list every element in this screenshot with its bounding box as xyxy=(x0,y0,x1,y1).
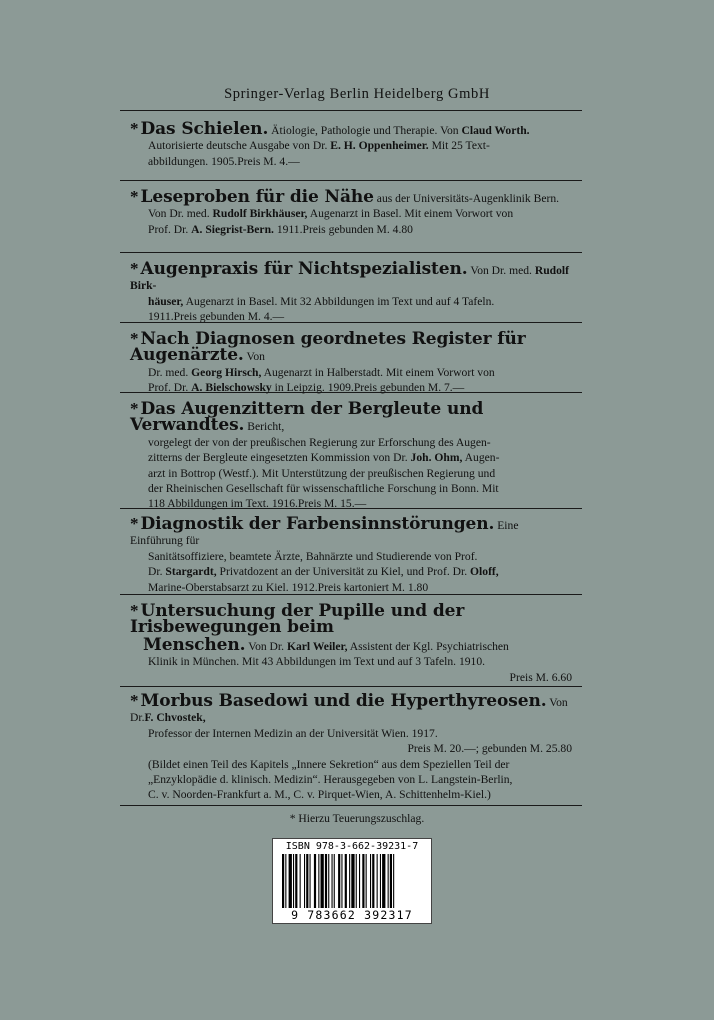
entry-text: Klinik in München. Mit 43 Abbildungen im Text und auf 3 Tafeln. 1910. xyxy=(148,655,486,669)
isbn-barcode xyxy=(272,838,432,924)
divider xyxy=(120,594,582,595)
star-mark: * xyxy=(130,601,139,620)
entry-text: Augenarzt in Basel. Mit 32 Abbildungen im Text und auf 4 Tafeln. xyxy=(185,294,495,308)
price: Preis kartoniert M. 1.80 xyxy=(317,580,429,594)
barcode-icon xyxy=(280,854,424,908)
divider xyxy=(120,805,582,806)
divider xyxy=(120,252,582,253)
entry-text: Von Dr. med. xyxy=(148,207,210,221)
author-name: A. Siegrist-Bern. xyxy=(191,222,274,236)
divider xyxy=(120,110,582,111)
price: Preis gebunden M. 7.— xyxy=(353,381,465,395)
entry-text: Professor der Internen Medizin an der Universität Wien. 1917. xyxy=(148,726,438,740)
price: Preis M. 6.60 xyxy=(509,670,572,684)
price: Preis M. 15.— xyxy=(297,497,367,511)
entry-text: der Rheinischen Gesellschaft für wissenschaftliche Forschung in Bonn. Mit xyxy=(148,482,499,496)
price: Preis gebunden M. 4.80 xyxy=(302,222,413,236)
entry-text: 1911. xyxy=(148,310,174,324)
star-mark: * xyxy=(130,329,139,348)
entry-text: Assistent der Kgl. Psychiatrischen xyxy=(349,639,509,653)
entry-text: Augen- xyxy=(464,451,500,465)
entry-text: Bericht, xyxy=(247,420,285,434)
author-name: Joh. Ohm, xyxy=(410,451,463,465)
isbn-label: ISBN 978-3-662-39231-7 xyxy=(285,841,419,852)
entry-text: Sanitätsoffiziere, beamtete Ärzte, Bahnärzte und Studierende von Prof. xyxy=(148,549,478,563)
author-name: Claud Worth. xyxy=(461,124,530,137)
entry-text: arzt in Bottrop (Westf.). Mit Unterstützung der preußischen Regierung und xyxy=(148,466,496,480)
divider xyxy=(120,322,582,323)
entry-text: Dr. xyxy=(148,565,163,579)
author-name: Oloff, xyxy=(470,565,499,579)
entry-text: Autorisierte deutsche Ausgabe von Dr. xyxy=(148,139,328,153)
entry-text: Augenarzt in Basel. Mit einem Vorwort von xyxy=(309,207,514,221)
author-name: E. H. Oppenheimer. xyxy=(330,139,429,153)
price: Preis gebunden M. 4.— xyxy=(173,310,285,324)
entry-text: Von xyxy=(246,350,265,364)
price: Preis M. 20.—; gebunden M. 25.80 xyxy=(407,742,572,756)
author-name: Rudolf Birkhäuser, xyxy=(212,207,308,221)
star-mark: * xyxy=(130,187,139,206)
author-name: F. Chvostek, xyxy=(144,711,206,725)
star-mark: * xyxy=(130,119,139,138)
book-title: Nach Diagnosen geordnetes Register für Augenärzte. xyxy=(130,329,526,366)
entry-text: vorgelegt der von der preußischen Regierung zur Erforschung des Augen- xyxy=(148,435,491,449)
entry-text: 118 Abbildungen im Text. 1916. xyxy=(148,497,298,511)
entry-text: Eine Einführung für xyxy=(130,519,519,548)
entry-text: Dr. med. xyxy=(148,365,189,379)
entry-text: Privatdozent an der Universität zu Kiel, und Prof. Dr. xyxy=(219,565,468,579)
publisher-name: Springer-Verlag Berlin Heidelberg GmbH xyxy=(224,86,490,102)
entry-text: aus der Universitäts-Augenklinik Bern. xyxy=(376,192,560,205)
entry-text: 1911. xyxy=(276,222,303,236)
book-title: Diagnostik der Farbensinnstörungen. xyxy=(140,514,495,534)
entry-text: in Leipzig. 1909. xyxy=(274,381,354,395)
footnote: * Hierzu Teuerungszuschlag. xyxy=(289,812,425,825)
book-entry xyxy=(130,401,572,512)
entry-text: Marine-Oberstabsarzt zu Kiel. 1912. xyxy=(148,580,318,594)
author-name: Stargardt, xyxy=(165,565,217,579)
star-mark: * xyxy=(130,691,139,710)
note-text: (Bildet einen Teil des Kapitels „Innere Sekretion“ aus dem Speziellen Teil der xyxy=(148,757,510,771)
entry-text: Von Dr. med. xyxy=(470,264,532,277)
book-title: Leseproben für die Nähe xyxy=(140,187,374,207)
book-title: Untersuchung der Pupille und der Irisbewegungen beim xyxy=(130,601,465,638)
entry-text: Von Dr. xyxy=(130,696,568,725)
entry-text: abbildungen. 1905. xyxy=(148,154,238,168)
divider xyxy=(120,180,582,181)
author-name: Karl Weiler, xyxy=(286,639,348,653)
divider xyxy=(120,686,582,687)
price: Preis M. 4.— xyxy=(237,154,300,168)
book-entry xyxy=(130,331,572,396)
book-entry xyxy=(130,603,572,685)
book-title: Das Schielen. xyxy=(140,119,269,139)
author-name: Georg Hirsch, xyxy=(191,365,262,379)
entry-text: Mit 25 Text- xyxy=(431,139,490,153)
star-mark: * xyxy=(130,514,139,533)
author-name: Rudolf Birk- xyxy=(130,264,569,293)
book-entry xyxy=(130,189,572,237)
book-entry xyxy=(130,121,572,169)
book-title: Morbus Basedowi und die Hyperthyreosen. xyxy=(140,691,547,711)
entry-text: Von Dr. xyxy=(248,639,285,653)
divider xyxy=(120,508,582,509)
book-title-continued: Menschen. xyxy=(143,634,246,655)
star-mark: * xyxy=(130,259,139,278)
author-name: A. Bielschowsky xyxy=(191,381,272,395)
book-title: Augenpraxis für Nichtspezialisten. xyxy=(140,259,468,279)
book-entry xyxy=(130,693,572,803)
book-entry xyxy=(130,261,572,325)
entry-text: zitterns der Bergleute eingesetzten Kommission von Dr. xyxy=(148,451,408,465)
entry-text: Prof. Dr. xyxy=(148,381,189,395)
entry-text: Ätiologie, Pathologie und Therapie. Von xyxy=(271,124,459,137)
note-text: „Enzyklopädie d. klinisch. Medizin“. Herausgegeben von L. Langstein-Berlin, xyxy=(148,773,513,787)
author-name: häuser, xyxy=(148,294,184,308)
star-mark: * xyxy=(130,399,139,418)
barcode-digits: 9 783662 392317 xyxy=(291,908,413,922)
book-title: Das Augenzittern der Bergleute und Verwandtes. xyxy=(130,399,484,436)
divider xyxy=(120,392,582,393)
entry-text: Augenarzt in Halberstadt. Mit einem Vorwort von xyxy=(263,365,495,379)
entry-text: Prof. Dr. xyxy=(148,222,189,236)
note-text: C. v. Noorden-Frankfurt a. M., C. v. Pirquet-Wien, A. Schittenhelm-Kiel.) xyxy=(148,788,491,802)
book-entry xyxy=(130,516,572,595)
